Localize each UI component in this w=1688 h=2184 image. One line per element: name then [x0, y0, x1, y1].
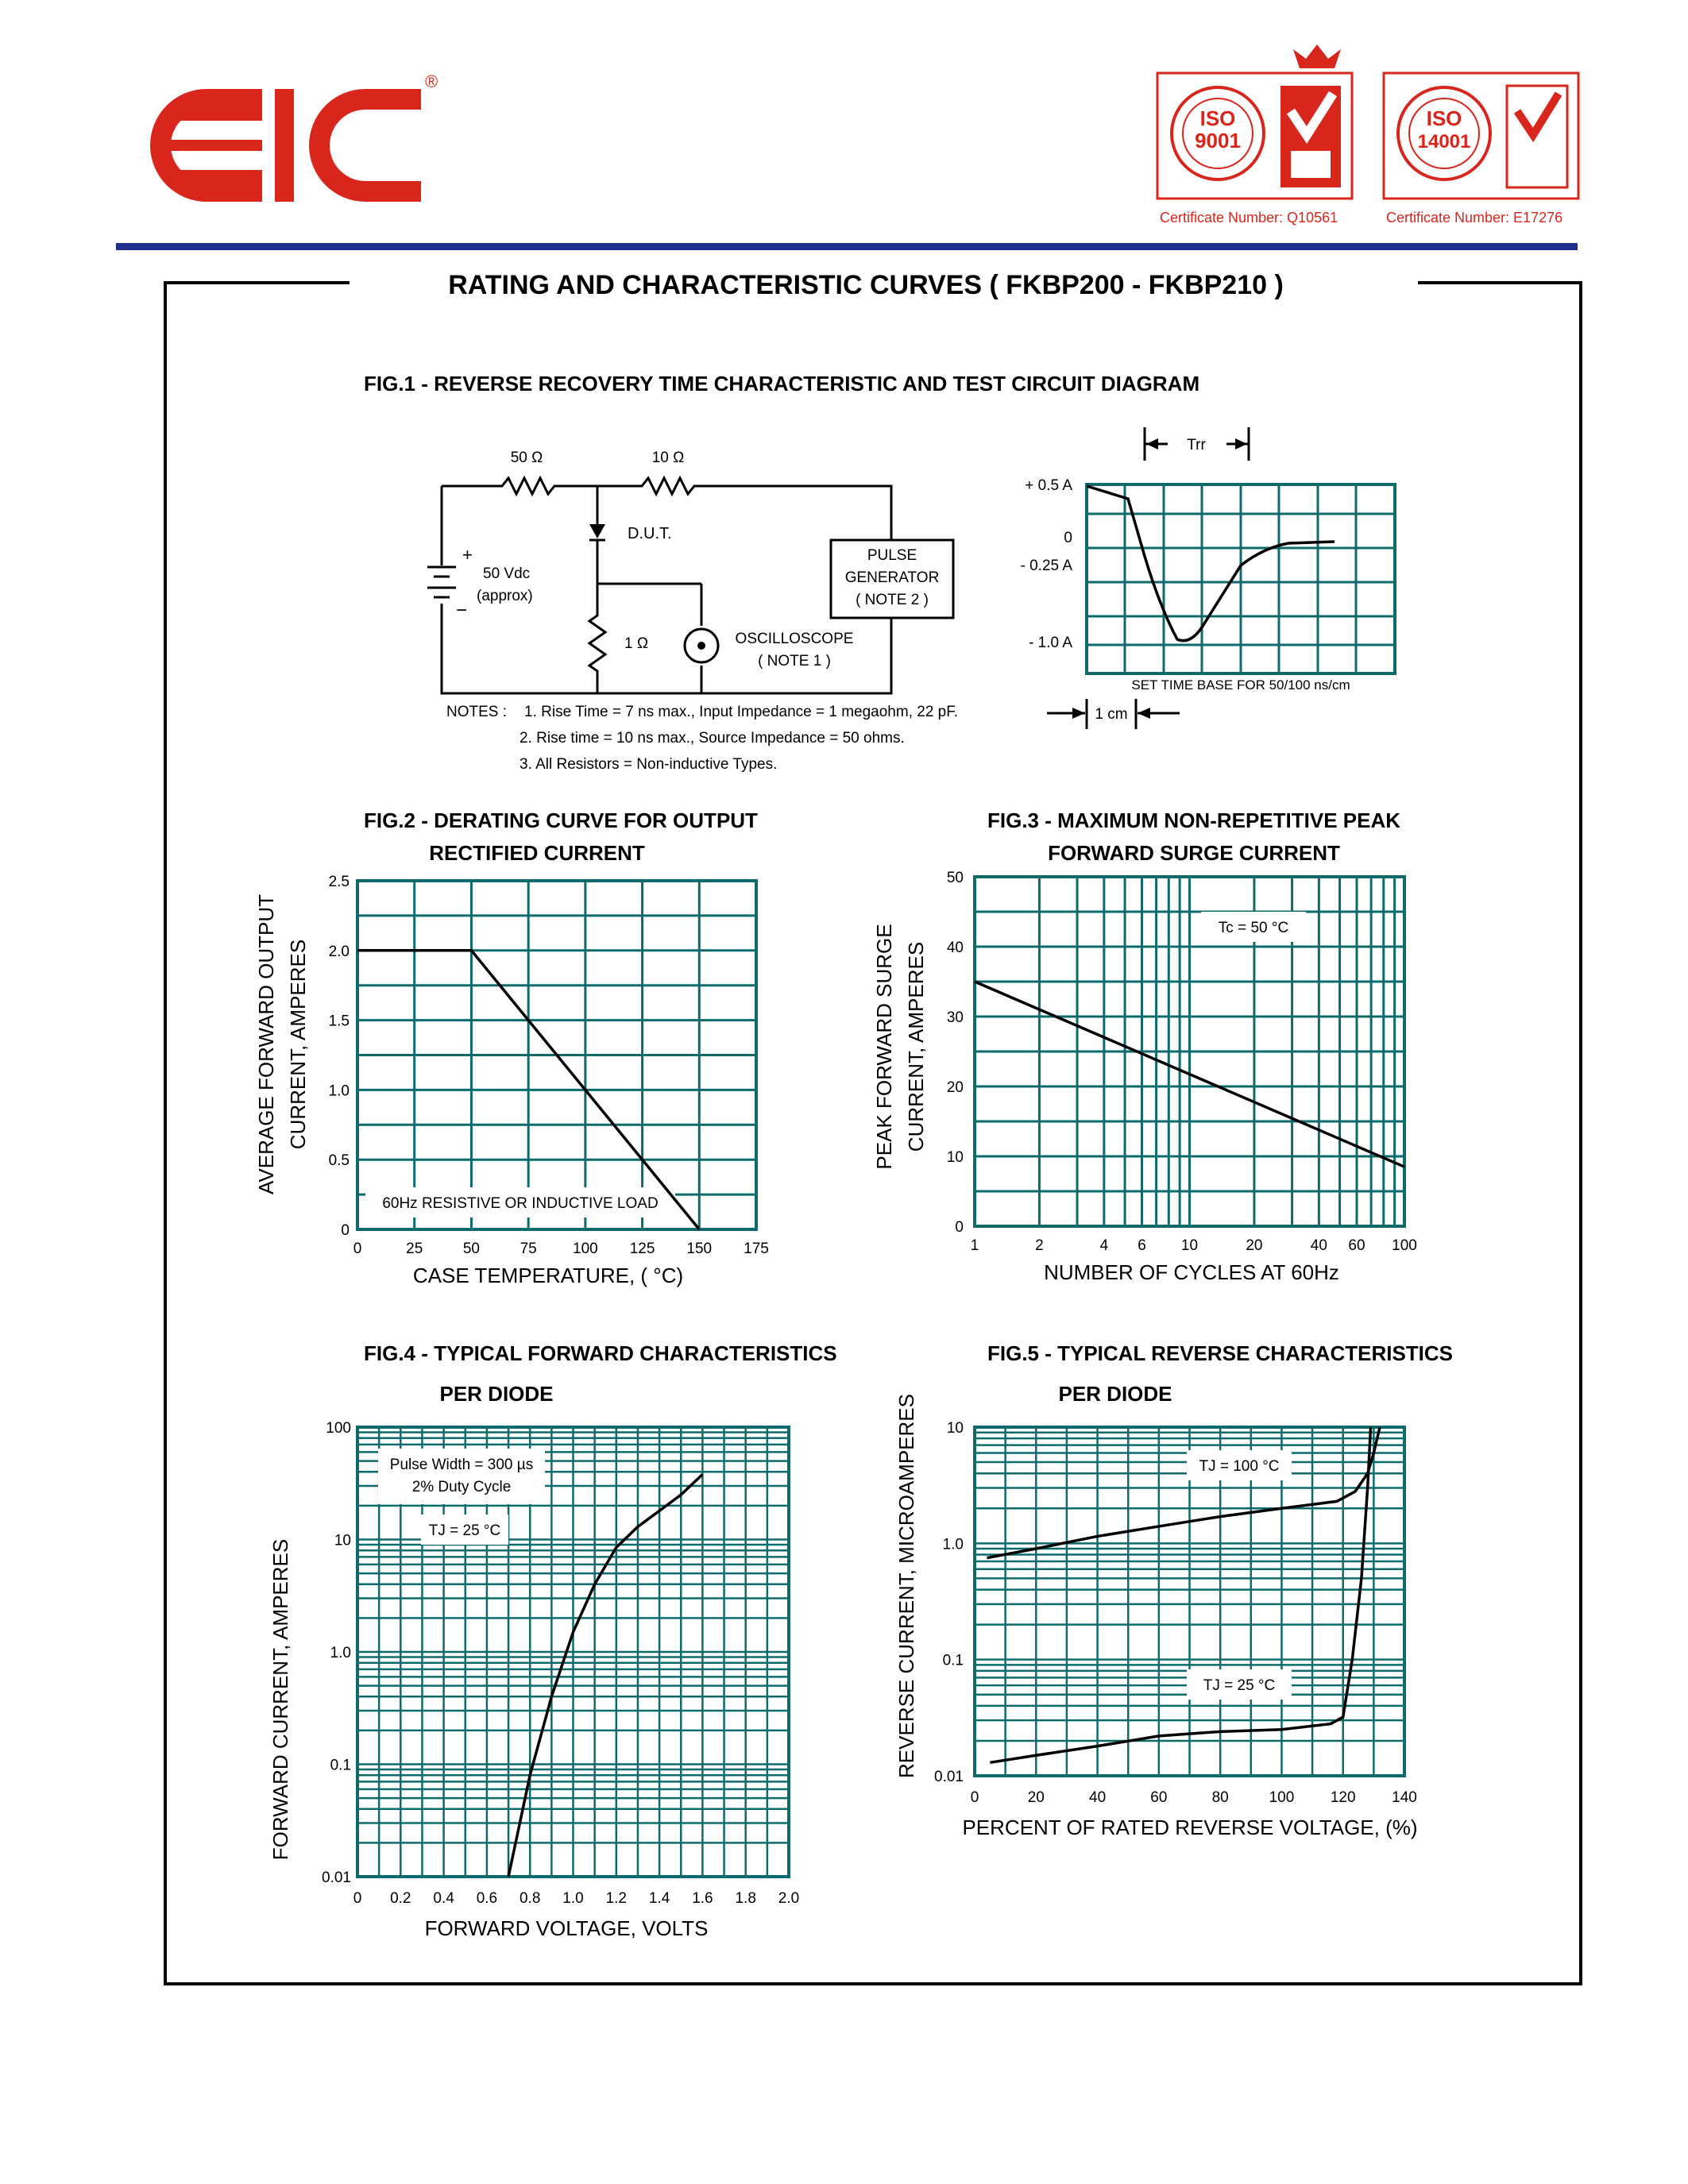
fig4-x-tick: 0.6 [476, 1890, 498, 1907]
resistor-1-label: 1 Ω [624, 635, 649, 652]
pulse-gen-line1: PULSE [867, 547, 917, 564]
iso14001-number: 14001 [1417, 131, 1471, 152]
fig2-x-tick: 125 [629, 1241, 655, 1257]
fig3-y-tick: 40 [946, 940, 964, 956]
fig4-y-tick: 1.0 [330, 1645, 351, 1661]
fig3-title: FIG.3 - MAXIMUM NON-REPETITIVE PEAK [987, 808, 1401, 832]
fig4-x-tick: 1.6 [692, 1890, 713, 1907]
fig4-x-tick: 0 [353, 1890, 362, 1907]
fig4-ylabel: FORWARD CURRENT, AMPERES [268, 1538, 292, 1861]
fig3-xlabel: NUMBER OF CYCLES AT 60Hz [1044, 1260, 1339, 1284]
level-zero: 0 [1064, 530, 1072, 546]
dut-label: D.U.T. [628, 525, 672, 542]
iso9001-badge [1157, 73, 1352, 226]
notes-label: NOTES : [446, 704, 508, 720]
fig5-x-tick: 140 [1392, 1789, 1417, 1806]
oscilloscope-label: OSCILLOSCOPE [735, 631, 854, 647]
fig5-subtitle: PER DIODE [1058, 1382, 1172, 1406]
fig3-x-tick: 10 [1180, 1237, 1199, 1254]
iso14001-label: ISO [1426, 106, 1462, 130]
fig2-y-tick: 1.0 [328, 1082, 350, 1100]
page-title: RATING AND CHARACTERISTIC CURVES ( FKBP200 - FKBP210 ) [448, 270, 1284, 300]
fig5-x-tick: 20 [1027, 1789, 1045, 1806]
source-voltage-label: 50 Vdc [483, 565, 531, 582]
fig4-x-tick: 0.8 [519, 1890, 541, 1907]
fig4-x-tick: 1.8 [735, 1890, 756, 1907]
fig2-xlabel: CASE TEMPERATURE, ( °C) [412, 1264, 684, 1287]
registered-mark: ® [425, 71, 438, 91]
fig2-x-tick: 25 [406, 1241, 423, 1257]
trr-label: Trr [1187, 437, 1206, 453]
fig4-y-tick: 0.1 [330, 1757, 351, 1774]
level-plus05: + 0.5 A [1025, 477, 1072, 494]
fig4-x-tick: 2.0 [778, 1890, 800, 1907]
fig3-x-tick: 100 [1392, 1237, 1417, 1254]
recovery-waveform [1087, 484, 1395, 673]
fig3-x-tick: 6 [1138, 1237, 1146, 1254]
fig5-ylabel: REVERSE CURRENT, MICROAMPERES [894, 1394, 918, 1778]
fig4-x-tick: 1.4 [648, 1890, 670, 1907]
fig5-series-line-2 [990, 1427, 1370, 1762]
fig2-annotation-line: 60Hz RESISTIVE OR INDUCTIVE LOAD [382, 1195, 659, 1212]
fig3-x-tick: 4 [1099, 1237, 1109, 1254]
fig2-y-tick: 0.5 [328, 1152, 350, 1170]
fig2-x-tick: 175 [744, 1241, 769, 1257]
battery-minus: − [456, 600, 468, 621]
oscilloscope-icon [685, 629, 718, 662]
level-minus1: - 1.0 A [1029, 635, 1072, 651]
pulse-gen-line3: ( NOTE 2 ) [856, 592, 929, 608]
iso9001-label: ISO [1199, 106, 1236, 130]
fig5-series-line-1 [987, 1427, 1380, 1558]
fig2-subtitle: RECTIFIED CURRENT [429, 841, 645, 865]
header-rule [116, 243, 1578, 250]
fig5-y-tick: 1.0 [942, 1536, 964, 1553]
fig3-x-tick: 40 [1310, 1237, 1327, 1254]
note-3: 3. All Resistors = Non-inductive Types. [520, 756, 778, 773]
fig5-annotation-100-line: TJ = 100 °C [1199, 1458, 1280, 1475]
fig5-annotation-25-line: TJ = 25 °C [1203, 1677, 1276, 1694]
crown-icon [1293, 44, 1341, 68]
fig4-y-tick: 10 [334, 1532, 351, 1549]
fig2-derating-chart [329, 874, 769, 1257]
cert1-caption: Certificate Number: Q10561 [1160, 210, 1338, 226]
note-1: 1. Rise Time = 7 ns max., Input Impedance = 1 megaohm, 22 pF. [524, 704, 959, 720]
iso9001-number: 9001 [1195, 129, 1241, 152]
fig4-series-line [508, 1474, 702, 1877]
iso14001-badge [1384, 73, 1578, 226]
fig2-ylabel-1: AVERAGE FORWARD OUTPUT [254, 894, 278, 1194]
fig3-x-tick: 2 [1035, 1237, 1044, 1254]
fig4-x-tick: 1.2 [605, 1890, 628, 1907]
fig4-forward-chart [322, 1420, 799, 1907]
fig4-x-tick: 1.0 [562, 1890, 584, 1907]
fig1-title: FIG.1 - REVERSE RECOVERY TIME CHARACTERISTIC AND TEST CIRCUIT DIAGRAM [364, 372, 1200, 396]
fig3-surge-chart [947, 870, 1417, 1254]
level-minus025: - 0.25 A [1020, 558, 1072, 574]
fig3-annotation-line: Tc = 50 °C [1218, 920, 1289, 936]
fig3-ylabel-1: PEAK FORWARD SURGE [872, 924, 896, 1170]
fig4-y-tick: 0.01 [322, 1870, 351, 1886]
fig5-x-tick: 100 [1269, 1789, 1295, 1806]
fig2-x-tick: 150 [686, 1241, 713, 1257]
oscilloscope-note: ( NOTE 1 ) [758, 653, 831, 669]
fig5-reverse-chart [934, 1420, 1417, 1806]
resistor-50-label: 50 Ω [510, 450, 543, 466]
fig2-y-tick: 2.0 [328, 943, 350, 960]
fig5-y-tick: 0.1 [942, 1652, 964, 1669]
fig3-ylabel-2: CURRENT, AMPERES [904, 941, 928, 1152]
fig4-x-tick: 0.2 [390, 1890, 411, 1907]
cert2-caption: Certificate Number: E17276 [1386, 210, 1563, 226]
eic-logo [150, 71, 438, 202]
fig2-x-tick: 50 [462, 1241, 480, 1257]
fig2-y-tick: 0 [341, 1222, 350, 1239]
fig3-x-tick: 20 [1246, 1237, 1263, 1254]
fig5-x-tick: 0 [970, 1789, 979, 1806]
fig4-title: FIG.4 - TYPICAL FORWARD CHARACTERISTICS [364, 1341, 837, 1365]
fig3-x-tick: 60 [1348, 1237, 1365, 1254]
fig5-title: FIG.5 - TYPICAL REVERSE CHARACTERISTICS [987, 1341, 1454, 1365]
note-2: 2. Rise time = 10 ns max., Source Impedance = 50 ohms. [520, 730, 905, 747]
fig4-annotation-pulse-line: Pulse Width = 300 µs [389, 1457, 534, 1473]
fig4-xlabel: FORWARD VOLTAGE, VOLTS [424, 1916, 709, 1940]
scale-label: 1 cm [1095, 706, 1128, 723]
fig5-x-tick: 40 [1089, 1789, 1107, 1806]
fig5-y-tick: 0.01 [934, 1769, 964, 1785]
resistor-10-label: 10 Ω [651, 450, 685, 466]
fig3-y-tick: 10 [946, 1149, 964, 1166]
diode-icon [589, 524, 605, 538]
fig4-subtitle: PER DIODE [439, 1382, 554, 1406]
battery-plus: + [462, 545, 473, 565]
fig5-y-tick: 10 [946, 1420, 964, 1437]
fig4-x-tick: 0.4 [433, 1890, 454, 1907]
fig2-x-tick: 100 [573, 1241, 598, 1257]
fig2-y-tick: 2.5 [328, 874, 350, 890]
fig2-x-tick: 0 [353, 1241, 362, 1257]
fig3-y-tick: 0 [955, 1219, 964, 1236]
pulse-gen-line2: GENERATOR [844, 569, 940, 586]
fig3-y-tick: 20 [946, 1079, 964, 1096]
fig3-grid [975, 877, 1404, 1226]
source-approx-label: (approx) [477, 588, 533, 604]
fig3-y-tick: 30 [946, 1009, 964, 1026]
fig2-ylabel-2: CURRENT, AMPERES [286, 939, 310, 1150]
fig3-y-tick: 50 [946, 870, 964, 886]
fig3-x-tick: 1 [970, 1237, 979, 1254]
fig5-x-tick: 120 [1330, 1789, 1356, 1806]
fig2-x-tick: 75 [520, 1241, 537, 1257]
fig4-annotation-pulse-line: 2% Duty Cycle [411, 1479, 512, 1495]
fig2-y-tick: 1.5 [328, 1013, 350, 1030]
fig5-xlabel: PERCENT OF RATED REVERSE VOLTAGE, (%) [962, 1815, 1418, 1839]
fig5-x-tick: 80 [1211, 1789, 1229, 1806]
fig5-x-tick: 60 [1150, 1789, 1168, 1806]
fig4-annotation-tj-line: TJ = 25 °C [428, 1522, 501, 1539]
timebase-label: SET TIME BASE FOR 50/100 ns/cm [1131, 677, 1350, 693]
fig3-subtitle: FORWARD SURGE CURRENT [1048, 841, 1340, 865]
fig2-title: FIG.2 - DERATING CURVE FOR OUTPUT [364, 808, 758, 832]
fig4-y-tick: 100 [326, 1420, 351, 1437]
